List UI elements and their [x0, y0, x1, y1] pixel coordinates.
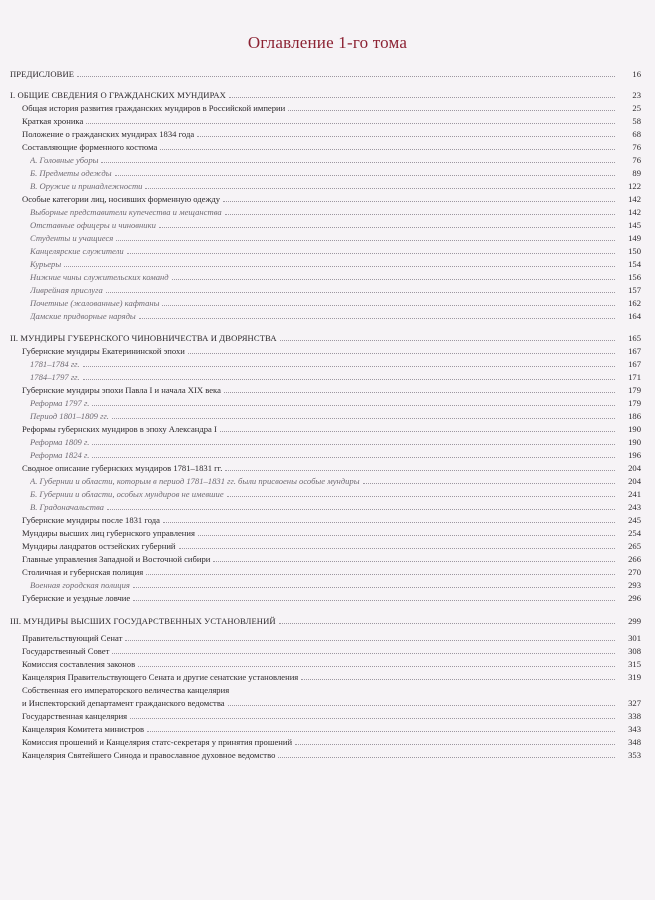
dot-leader [198, 534, 615, 536]
toc-entry-title: и Инспекторский департамент гражданского ведомства [22, 698, 225, 708]
toc-entry-page: 89 [632, 168, 641, 178]
toc-entry [22, 749, 641, 760]
toc-entry-title: Мундиры ландратов остзейских губерний [22, 541, 176, 551]
dot-leader [138, 665, 615, 667]
toc-entry-title: Б. Губернии и области, особых мундиров не имевшие [30, 489, 224, 499]
dot-leader [77, 75, 615, 77]
toc-entry-page: 296 [628, 593, 641, 603]
toc-entry-title: Почетные (жалованные) кафтаны [30, 298, 160, 308]
toc-entry-page: 348 [628, 737, 641, 747]
toc-entry-title: Реформы губернских мундиров в эпоху Александра I [22, 424, 217, 434]
toc-entry-title: Государственный Совет [22, 646, 110, 656]
toc-entry-page: 338 [628, 711, 641, 721]
toc-entry-title: Правительствующий Сенат [22, 633, 123, 643]
toc-entry [22, 128, 641, 139]
toc-entry-page: 171 [628, 372, 641, 382]
toc-entry-title: Губернские мундиры после 1831 года [22, 515, 160, 525]
toc-entry-page: 245 [628, 515, 641, 525]
dot-leader [225, 469, 615, 471]
toc-entry-page: 150 [628, 246, 641, 256]
toc-entry-title: Особые категории лиц, носивших форменную одежду [22, 194, 221, 204]
toc-entry-page: 343 [628, 724, 641, 734]
toc-entry-title: II. МУНДИРЫ ГУБЕРНСКОГО ЧИНОВНИЧЕСТВА И ДВОРЯНСТВА [10, 333, 277, 343]
toc-entry-page: 156 [628, 272, 641, 282]
toc-entry-page: 190 [628, 437, 641, 447]
toc-entry [22, 102, 641, 113]
dot-leader [232, 692, 615, 693]
dot-leader [163, 521, 615, 523]
toc-entry [22, 553, 641, 564]
toc-entry [22, 462, 641, 473]
toc-entry-title: Главные управления Западной и Восточной сибири [22, 554, 211, 564]
toc-entry-page: 179 [628, 398, 641, 408]
dot-leader [179, 547, 615, 549]
toc-entry-title: 1784–1797 гг. [30, 372, 80, 382]
toc-entry-title: Сводное описание губернских мундиров 1781–1831 гг. [22, 463, 223, 473]
dot-leader [83, 378, 615, 380]
toc-entry [22, 540, 641, 551]
toc-entry-title: Канцелярия Правительствующего Сената и другие сенатские установления [22, 672, 299, 682]
dot-leader [162, 304, 615, 306]
toc-entry-title: Комиссия прошений и Канцелярия статс-секретаря у принятия прошений [22, 737, 293, 747]
toc-entry-title: В. Градоначальства [30, 502, 104, 512]
toc-entry [22, 671, 641, 682]
toc-entry [22, 193, 641, 204]
toc-entry [30, 245, 641, 256]
dot-leader [295, 743, 615, 745]
dot-leader [112, 417, 615, 419]
toc-entry-page: 266 [628, 554, 641, 564]
dot-leader [225, 213, 615, 215]
dot-leader [133, 586, 615, 588]
toc-entry-page: 122 [628, 181, 641, 191]
toc-entry [22, 592, 641, 603]
dot-leader [224, 391, 615, 393]
toc-entry-page: 293 [628, 580, 641, 590]
toc-entry [30, 449, 641, 460]
toc-entry [22, 527, 641, 538]
dot-leader [112, 652, 615, 654]
dot-leader [159, 226, 615, 228]
toc-entry-page: 167 [628, 359, 641, 369]
dot-leader [213, 560, 615, 562]
toc-entry-page: 165 [628, 333, 641, 343]
dot-leader [280, 339, 615, 341]
toc-entry-page: 25 [632, 103, 641, 113]
toc-entry-title: Курьеры [30, 259, 62, 269]
toc-entry-page: 154 [628, 259, 641, 269]
dot-leader [101, 161, 615, 163]
toc-entry-page: 76 [632, 155, 641, 165]
dot-leader [228, 704, 615, 706]
toc-entry-page: 167 [628, 346, 641, 356]
dot-leader [127, 252, 615, 254]
toc-entry-title: Период 1801–1809 гг. [30, 411, 109, 421]
toc-entry-page: 241 [628, 489, 641, 499]
toc-entry-title: А. Головные уборы [30, 155, 99, 165]
toc-entry [22, 514, 641, 525]
toc-entry-title: А. Губернии и области, которым в период 1781–1831 гг. были присвоены особые мундиры [30, 476, 360, 486]
toc-entry-page: 319 [628, 672, 641, 682]
toc-entry-title: ПРЕДИСЛОВИЕ [10, 69, 75, 79]
toc-entry-title: Военная городская полиция [30, 580, 130, 590]
toc-entry [30, 436, 641, 447]
toc-entry-page: 299 [628, 616, 641, 626]
dot-leader [106, 291, 615, 293]
toc-entry-page: 315 [628, 659, 641, 669]
dot-leader [133, 599, 615, 601]
toc-entry [30, 397, 641, 408]
toc-entry [22, 723, 641, 734]
toc-entry-page: 186 [628, 411, 641, 421]
dot-leader [107, 508, 615, 510]
toc-entry [30, 475, 641, 486]
toc-entry-page: 179 [628, 385, 641, 395]
toc-entry [22, 736, 641, 747]
toc-entry-title: Общая история развития гражданских мундиров в Российской империи [22, 103, 286, 113]
toc-entry [30, 297, 641, 308]
toc-entry-title: Губернские мундиры эпохи Павла I и начала XIX века [22, 385, 221, 395]
toc-entry [30, 258, 641, 269]
toc-entry-page: 270 [628, 567, 641, 577]
dot-leader [116, 239, 615, 241]
dot-leader [146, 573, 615, 575]
toc-entry-title: Дамские придворные наряды [30, 311, 136, 321]
toc-entry-title: В. Оружие и принадлежности [30, 181, 143, 191]
toc-entry-page: 243 [628, 502, 641, 512]
toc-entry-title: Отставные офицеры и чиновники [30, 220, 156, 230]
toc-entry [10, 89, 641, 100]
toc-entry [30, 371, 641, 382]
toc-entry [10, 332, 641, 343]
dot-leader [363, 482, 615, 484]
toc-entry-page: 162 [628, 298, 641, 308]
toc-entry-title: Краткая хроника [22, 116, 84, 126]
toc-entry [22, 710, 641, 721]
dot-leader [279, 622, 615, 624]
dot-leader [301, 678, 615, 680]
toc-entry-page: 353 [628, 750, 641, 760]
toc-entry [22, 697, 641, 708]
toc-entry-page: 196 [628, 450, 641, 460]
toc-entry-page: 76 [632, 142, 641, 152]
toc-entry [30, 284, 641, 295]
toc-entry-page: 265 [628, 541, 641, 551]
toc-entry-title: Реформа 1809 г. [30, 437, 90, 447]
dot-leader [278, 756, 615, 758]
dot-leader [220, 430, 615, 432]
toc-entry-page: 23 [632, 90, 641, 100]
dot-leader [130, 717, 615, 719]
dot-leader [160, 148, 615, 150]
toc-entry-title: Нижние чины служительских команд [30, 272, 169, 282]
toc-entry-page: 164 [628, 311, 641, 321]
toc-entry-title: Канцелярия Святейшего Синода и православное духовное ведомство [22, 750, 276, 760]
toc-entry [22, 632, 641, 643]
toc-entry-page: 145 [628, 220, 641, 230]
dot-leader [288, 109, 615, 111]
toc-entry-title: III. МУНДИРЫ ВЫСШИХ ГОСУДАРСТВЕННЫХ УСТАНОВЛЕНИЙ [10, 616, 276, 626]
dot-leader [92, 443, 615, 445]
toc-entry-title: Студенты и учащиеся [30, 233, 114, 243]
toc-entry [30, 488, 641, 499]
toc-entry-title: I. ОБЩИЕ СВЕДЕНИЯ О ГРАЖДАНСКИХ МУНДИРАХ [10, 90, 226, 100]
toc-entry [30, 206, 641, 217]
toc-entry-title: Канцелярия Комитета министров [22, 724, 145, 734]
toc-entry [10, 68, 641, 79]
dot-leader [188, 352, 615, 354]
toc-entry [22, 384, 641, 395]
toc-entry-page: 308 [628, 646, 641, 656]
dot-leader [229, 96, 615, 98]
dot-leader [145, 187, 615, 189]
dot-leader [86, 122, 615, 124]
dot-leader [223, 200, 615, 202]
toc-entry-title: Столичная и губернская полиция [22, 567, 144, 577]
toc-entry [22, 658, 641, 669]
toc-entry [22, 645, 641, 656]
toc-entry [30, 310, 641, 321]
toc-entry [30, 358, 641, 369]
toc-entry-page: 68 [632, 129, 641, 139]
toc-entry-page: 157 [628, 285, 641, 295]
toc-entry [30, 410, 641, 421]
toc-entry-page: 204 [628, 463, 641, 473]
toc-entry-title: Канцелярские служители [30, 246, 124, 256]
dot-leader [115, 174, 615, 176]
toc-entry-page: 204 [628, 476, 641, 486]
toc-entry-page: 327 [628, 698, 641, 708]
toc-entry-page: 190 [628, 424, 641, 434]
dot-leader [92, 456, 615, 458]
toc-entry-page: 142 [628, 207, 641, 217]
toc-entry [10, 615, 641, 626]
toc-entry [22, 115, 641, 126]
toc-entry-page: 301 [628, 633, 641, 643]
toc-entry [22, 141, 641, 152]
toc-entry [30, 154, 641, 165]
toc-entry [22, 345, 641, 356]
toc-entry-title: Выборные представители купечества и мещанства [30, 207, 222, 217]
toc-entry-title: Губернские мундиры Екатерининской эпохи [22, 346, 185, 356]
toc-entry-page: 254 [628, 528, 641, 538]
toc-entry [30, 219, 641, 230]
toc-entry-page: 142 [628, 194, 641, 204]
toc-entry [30, 167, 641, 178]
page-title: Оглавление 1-го тома [247, 33, 408, 52]
dot-leader [197, 135, 615, 137]
toc-entry-title: Реформа 1797 г. [30, 398, 90, 408]
dot-leader [227, 495, 615, 497]
toc-entry-title: Губернские и уездные ловчие [22, 593, 131, 603]
toc-entry [30, 501, 641, 512]
dot-leader [64, 265, 615, 267]
dot-leader [172, 278, 615, 280]
dot-leader [83, 365, 615, 367]
dot-leader [139, 317, 615, 319]
toc-entry-title: Собственная его императорского величества канцелярия [22, 685, 230, 695]
toc-entry [22, 684, 641, 695]
toc-entry [30, 579, 641, 590]
toc-entry-page: 149 [628, 233, 641, 243]
toc-entry-title: Реформа 1824 г. [30, 450, 90, 460]
toc-entry-title: 1781–1784 гг. [30, 359, 80, 369]
toc-entry [22, 566, 641, 577]
toc-entry-title: Мундиры высших лиц губернского управления [22, 528, 195, 538]
toc-entry-title: Государственная канцелярия [22, 711, 128, 721]
toc-entry-title: Комиссия составления законов [22, 659, 136, 669]
toc-entry [22, 423, 641, 434]
toc-entry-title: Ливрейная прислуга [30, 285, 103, 295]
dot-leader [125, 639, 615, 641]
toc-entry-page: 58 [632, 116, 641, 126]
toc-entry-title: Положение о гражданских мундирах 1834 года [22, 129, 195, 139]
toc-entry-title: Б. Предметы одежды [30, 168, 112, 178]
toc-entry [30, 180, 641, 191]
toc-entry [30, 271, 641, 282]
dot-leader [147, 730, 615, 732]
toc-entry-title: Составляющие форменного костюма [22, 142, 158, 152]
toc-entry-page: 16 [632, 69, 641, 79]
dot-leader [92, 404, 615, 406]
toc-entry [30, 232, 641, 243]
